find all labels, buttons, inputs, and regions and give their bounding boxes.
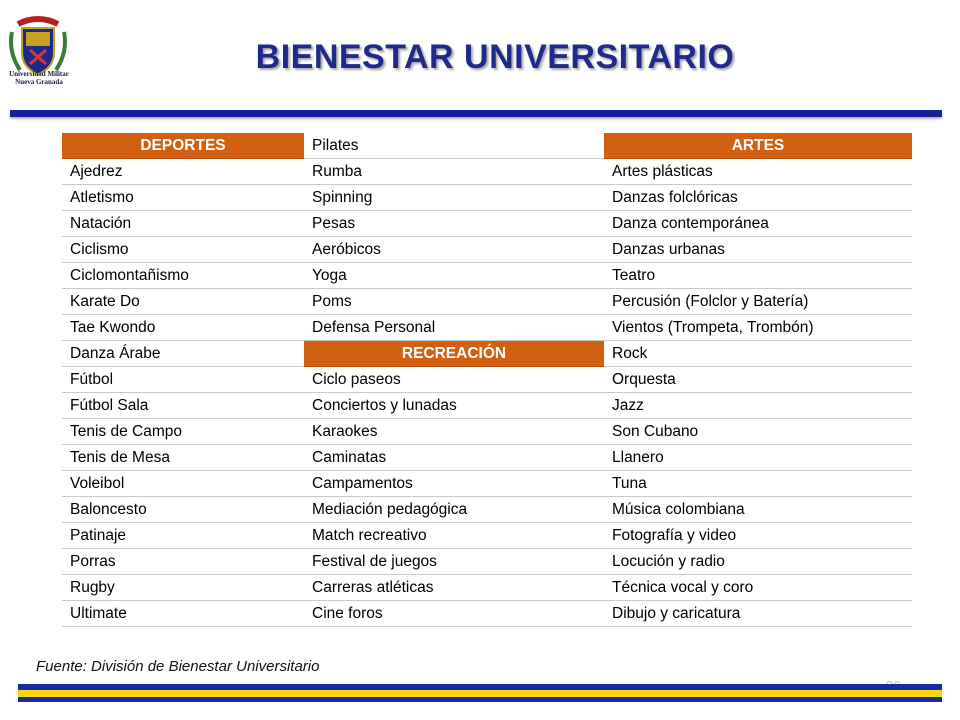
table-cell: Match recreativo: [304, 523, 604, 549]
table-cell: Pilates: [304, 133, 604, 159]
category-header-cell: DEPORTES: [62, 133, 304, 159]
logo-line-2: Nueva Granada: [15, 78, 63, 86]
category-header-cell: ARTES: [604, 133, 912, 159]
table-cell: Karaokes: [304, 419, 604, 445]
table-row: [62, 185, 912, 211]
table-row: [62, 601, 912, 627]
table-cell: Pesas: [304, 211, 604, 237]
table-row: [62, 575, 912, 601]
table-cell: Cine foros: [304, 601, 604, 627]
table-row: [62, 289, 912, 315]
table-cell: Teatro: [604, 263, 912, 289]
table-cell: Orquesta: [604, 367, 912, 393]
logo-line-1: Universidad Militar: [9, 70, 69, 78]
table-cell: Rugby: [62, 575, 304, 601]
source-note: Fuente: División de Bienestar Universitario: [36, 658, 320, 675]
table-cell: Tuna: [604, 471, 912, 497]
table-cell: Poms: [304, 289, 604, 315]
table-cell: Percusión (Folclor y Batería): [604, 289, 912, 315]
table-cell: Conciertos y lunadas: [304, 393, 604, 419]
table-cell: Danza Árabe: [62, 341, 304, 367]
table-cell: Danzas urbanas: [604, 237, 912, 263]
table-cell: Festival de juegos: [304, 549, 604, 575]
table-cell: Patinaje: [62, 523, 304, 549]
table-cell: Natación: [62, 211, 304, 237]
table-cell: Artes plásticas: [604, 159, 912, 185]
table-row: [62, 419, 912, 445]
table-cell: Son Cubano: [604, 419, 912, 445]
table-cell: Rumba: [304, 159, 604, 185]
top-divider: [10, 110, 942, 117]
table-cell: Spinning: [304, 185, 604, 211]
table-cell: Tae Kwondo: [62, 315, 304, 341]
table-cell: Danza contemporánea: [604, 211, 912, 237]
table-row: [62, 393, 912, 419]
table-cell: Carreras atléticas: [304, 575, 604, 601]
table-row: [62, 133, 912, 159]
table-cell: Ciclo paseos: [304, 367, 604, 393]
table-cell: Mediación pedagógica: [304, 497, 604, 523]
table-cell: Atletismo: [62, 185, 304, 211]
table-cell: Voleibol: [62, 471, 304, 497]
activities-table: [62, 133, 912, 627]
table-cell: Fútbol: [62, 367, 304, 393]
table-cell: Danzas folclóricas: [604, 185, 912, 211]
table-cell: Música colombiana: [604, 497, 912, 523]
table-row: [62, 549, 912, 575]
table-row: [62, 263, 912, 289]
table-cell: Vientos (Trompeta, Trombón): [604, 315, 912, 341]
footer-band-blue-bottom: [18, 697, 942, 702]
table-row: [62, 497, 912, 523]
table-cell: Baloncesto: [62, 497, 304, 523]
table-cell: Campamentos: [304, 471, 604, 497]
table-row: [62, 367, 912, 393]
table-cell: Fotografía y video: [604, 523, 912, 549]
table-body: [62, 133, 912, 627]
table-cell: Llanero: [604, 445, 912, 471]
table-cell: Ajedrez: [62, 159, 304, 185]
table-cell: Jazz: [604, 393, 912, 419]
table-row: [62, 237, 912, 263]
table-cell: Karate Do: [62, 289, 304, 315]
table-row: [62, 471, 912, 497]
table-row: [62, 159, 912, 185]
category-header-cell: RECREACIÓN: [304, 341, 604, 367]
table-cell: Defensa Personal: [304, 315, 604, 341]
table-cell: Dibujo y caricatura: [604, 601, 912, 627]
table-cell: Locución y radio: [604, 549, 912, 575]
table-cell: Rock: [604, 341, 912, 367]
table-cell: Tenis de Campo: [62, 419, 304, 445]
table-row: [62, 445, 912, 471]
table-cell: Ciclomontañismo: [62, 263, 304, 289]
table-cell: Ciclismo: [62, 237, 304, 263]
table-cell: Ultimate: [62, 601, 304, 627]
table-cell: Tenis de Mesa: [62, 445, 304, 471]
table-cell: Yoga: [304, 263, 604, 289]
table-cell: Aeróbicos: [304, 237, 604, 263]
footer-band-yellow: [18, 690, 942, 697]
table-row: [62, 315, 912, 341]
table-cell: Técnica vocal y coro: [604, 575, 912, 601]
table-cell: Caminatas: [304, 445, 604, 471]
table-row: [62, 523, 912, 549]
table-row: [62, 211, 912, 237]
table-row: [62, 341, 912, 367]
table-cell: Fútbol Sala: [62, 393, 304, 419]
table-cell: Porras: [62, 549, 304, 575]
page-title: BIENESTAR UNIVERSITARIO: [255, 38, 735, 76]
